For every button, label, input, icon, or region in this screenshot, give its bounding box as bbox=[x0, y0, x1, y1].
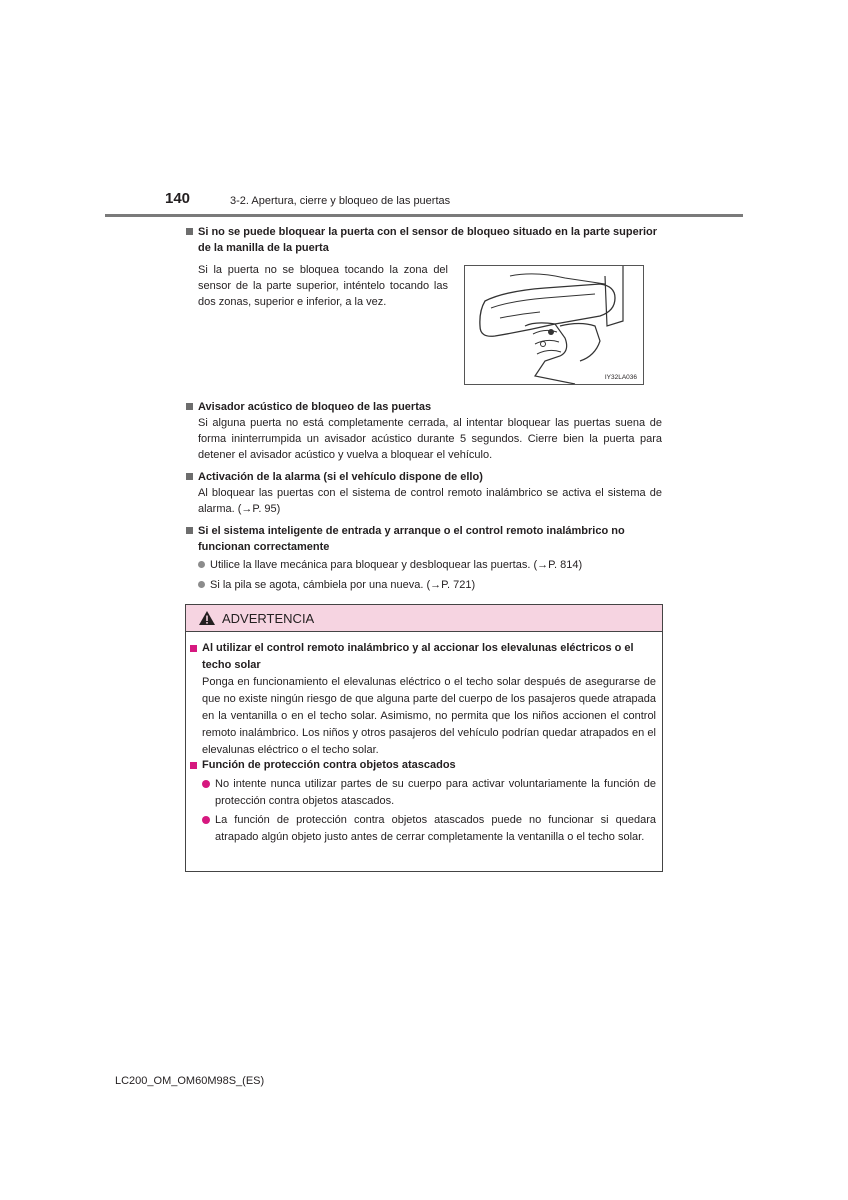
list-item-text: Utilice la llave mecánica para bloquear y desbloquear las puertas. (→P. 814) bbox=[210, 559, 583, 571]
paragraph: Si la puerta no se bloquea tocando la zona del sensor de la parte superior, inténtelo tocando las dos zonas, superior e inferior, a la vez. bbox=[198, 264, 448, 308]
header-rule bbox=[105, 214, 743, 217]
section-header: 3-2. Apertura, cierre y bloqueo de las puertas bbox=[230, 195, 451, 207]
list-item bbox=[202, 776, 656, 810]
section-heading bbox=[186, 469, 662, 485]
section-heading bbox=[186, 523, 662, 555]
section-alarm bbox=[186, 469, 662, 517]
section-heading bbox=[186, 224, 662, 256]
list-item bbox=[198, 577, 662, 593]
heading-text: Si no se puede bloquear la puerta con el sensor de bloqueo situado en la parte superior de la manilla de la puerta bbox=[198, 226, 658, 254]
hand-touching-door-handle-icon bbox=[465, 266, 643, 384]
section-smart-entry bbox=[186, 523, 662, 593]
warning-item bbox=[190, 640, 656, 759]
footer-code: LC200_OM_OM60M98S_(ES) bbox=[115, 1075, 265, 1087]
bullet-dot-icon bbox=[202, 816, 210, 824]
heading-text: Avisador acústico de bloqueo de las puertas bbox=[198, 401, 432, 413]
heading-text: Si el sistema inteligente de entrada y arranque o el control remoto inalámbrico no funcionan correctamente bbox=[198, 525, 625, 553]
list-item-text: La función de protección contra objetos atascados puede no funcionar si quedara atrapado algún objeto justo antes de cerrar completamente la ventanilla o el techo solar. bbox=[215, 814, 656, 843]
list-item bbox=[198, 557, 662, 573]
section-door-sensor bbox=[186, 224, 662, 256]
square-bullet-icon bbox=[186, 403, 193, 410]
paragraph: Si alguna puerta no está completamente cerrada, al intentar bloquear las puertas suena de forma ininterrumpida un avisador acústico durante 5 segundos. Cierre bien la puerta para detener el avisador acústico y vuelva a bloquear el vehículo. bbox=[198, 417, 662, 461]
bullet-dot-icon bbox=[198, 581, 205, 588]
list-item-text: No intente nunca utilizar partes de su cuerpo para activar voluntariamente la función de protección contra objetos atascados. bbox=[215, 778, 656, 807]
section-lock-buzzer bbox=[186, 399, 662, 463]
square-bullet-icon bbox=[186, 527, 193, 534]
square-bullet-icon bbox=[186, 228, 193, 235]
heading-text: Activación de la alarma (si el vehículo dispone de ello) bbox=[198, 471, 483, 483]
door-handle-figure bbox=[464, 265, 644, 385]
warning-title-bar bbox=[186, 605, 662, 632]
warning-triangle-icon bbox=[198, 610, 216, 626]
heading-text: Función de protección contra objetos atascados bbox=[202, 759, 456, 771]
section-door-sensor-body bbox=[186, 262, 448, 310]
paragraph: Ponga en funcionamiento el elevalunas eléctrico o el techo solar después de asegurarse de que no existe ningún riesgo de que alguna parte del cuerpo de los pasajeros quede atrapada en la ventanilla o en el techo solar. Asimismo, no permita que los niños accionen el control remoto inalámbrico. Los niños y otros pasajeros del vehículo podrían quedar atrapados en el elevalunas eléctrico o el techo solar. bbox=[202, 676, 656, 756]
warning-item bbox=[190, 757, 656, 846]
warning-item-heading bbox=[190, 757, 656, 774]
warning-title: ADVERTENCIA bbox=[222, 610, 315, 626]
square-bullet-icon bbox=[190, 762, 197, 769]
square-bullet-icon bbox=[190, 645, 197, 652]
list-item-text: Si la pila se agota, cámbiela por una nueva. (→P. 721) bbox=[210, 579, 476, 591]
bullet-dot-icon bbox=[198, 561, 205, 568]
section-heading bbox=[186, 399, 662, 415]
list-item bbox=[202, 812, 656, 846]
figure-code: IY32LA036 bbox=[604, 374, 637, 381]
heading-text: Al utilizar el control remoto inalámbrico y al accionar los elevalunas eléctricos o el techo solar bbox=[202, 642, 634, 671]
warning-item-heading bbox=[190, 640, 656, 674]
warning-box bbox=[185, 604, 663, 872]
page-number: 140 bbox=[165, 190, 191, 207]
bullet-dot-icon bbox=[202, 780, 210, 788]
square-bullet-icon bbox=[186, 473, 193, 480]
paragraph: Al bloquear las puertas con el sistema de control remoto inalámbrico se activa el sistema de alarma. (→P. 95) bbox=[198, 487, 662, 515]
